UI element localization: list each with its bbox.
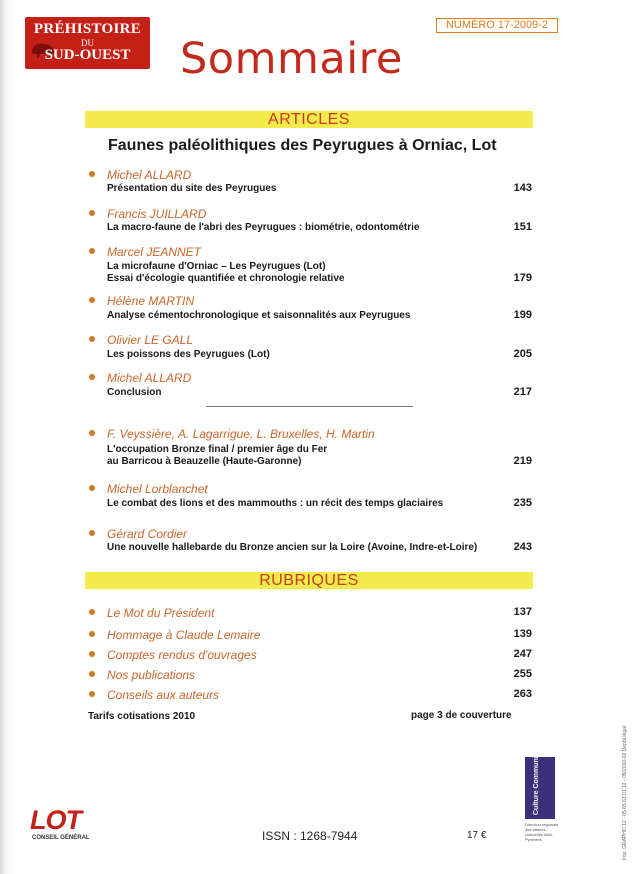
article-entry[interactable] xyxy=(86,294,532,322)
rubrique-page: 137 xyxy=(513,606,532,618)
article-author: Olivier LE GALL xyxy=(107,333,194,347)
bullet-icon xyxy=(89,248,95,254)
article-title: Le combat des lions et des mammouths : un récit des temps glaciaires xyxy=(107,498,444,509)
article-entry[interactable] xyxy=(86,333,532,361)
article-entry[interactable] xyxy=(86,245,532,285)
bullet-icon xyxy=(89,609,95,615)
tarifs-page: page 3 de couverture xyxy=(411,710,512,721)
rubrique-label: Hommage à Claude Lemaire xyxy=(107,628,261,642)
logo-line-2: SUD-OUEST xyxy=(44,47,131,63)
bullet-icon xyxy=(89,430,95,436)
article-entry[interactable] xyxy=(86,168,532,196)
article-page: 205 xyxy=(513,348,532,360)
bullet-icon xyxy=(89,530,95,536)
rubrique-page: 139 xyxy=(513,628,532,640)
article-title: Conclusion xyxy=(107,387,162,398)
rubrique-item[interactable] xyxy=(86,628,532,642)
bullet-icon xyxy=(89,485,95,491)
bullet-icon xyxy=(89,374,95,380)
rubrique-label: Nos publications xyxy=(107,668,196,682)
culture-logo-text: Culture Communication xyxy=(533,735,540,815)
article-entry[interactable] xyxy=(86,371,532,399)
article-title: Analyse cémentochronologique et saisonnalités aux Peyrugues xyxy=(107,310,411,321)
article-page: 151 xyxy=(513,221,532,233)
article-title: Les poissons des Peyrugues (Lot) xyxy=(107,349,270,360)
journal-logo xyxy=(25,17,150,69)
article-author: Gérard Cordier xyxy=(107,527,188,541)
divider xyxy=(206,406,413,407)
lot-logo xyxy=(30,805,130,845)
article-entry[interactable] xyxy=(86,207,532,235)
rubrique-page: 247 xyxy=(513,648,532,660)
rubrique-label: Comptes rendus d'ouvrages xyxy=(107,648,257,662)
lot-logo-subtitle: CONSEIL GÉNÉRAL xyxy=(32,835,90,841)
printer-code: Imp. GRAPHO 12 - 05 65 63 01 12 - 09/2010-02 Dépôt légal xyxy=(622,726,628,860)
article-author: Hélène MARTIN xyxy=(107,294,195,308)
article-author: Michel ALLARD xyxy=(107,371,192,385)
article-entry[interactable] xyxy=(86,527,532,555)
bullet-icon xyxy=(89,651,95,657)
price: 17 € xyxy=(467,830,487,841)
rubriques-band: RUBRIQUES xyxy=(85,572,533,589)
bullet-icon xyxy=(89,297,95,303)
tarifs-label: Tarifs cotisations 2010 xyxy=(88,711,196,722)
issue-number: NUMÉRO 17-2009-2 xyxy=(436,18,558,33)
bullet-icon xyxy=(89,171,95,177)
article-title-line-2: au Barricou à Beauzelle (Haute-Garonne) xyxy=(107,456,302,467)
bullet-icon xyxy=(89,336,95,342)
article-page: 179 xyxy=(513,272,532,284)
article-page: 217 xyxy=(513,386,532,398)
page-title: Sommaire xyxy=(180,34,403,84)
bullet-icon xyxy=(89,671,95,677)
article-page: 199 xyxy=(513,309,532,321)
rubrique-label: Conseils aux auteurs xyxy=(107,688,220,702)
lot-logo-text: LOT xyxy=(30,805,81,835)
article-title: Présentation du site des Peyrugues xyxy=(107,183,277,194)
logo-du: DU xyxy=(81,38,94,48)
rubrique-item[interactable] xyxy=(86,606,532,620)
issn: ISSN : 1268-7944 xyxy=(262,829,358,843)
bullet-icon xyxy=(89,691,95,697)
articles-section-heading: Faunes paléolithiques des Peyrugues à Orniac, Lot xyxy=(108,137,497,154)
article-title: La microfaune d'Orniac – Les Peyrugues (Lot) xyxy=(107,261,326,272)
rubrique-item[interactable] xyxy=(86,688,532,702)
article-title: La macro-faune de l'abri des Peyrugues : biométrie, odontométrie xyxy=(107,222,420,233)
article-page: 235 xyxy=(513,497,532,509)
article-title: Une nouvelle hallebarde du Bronze ancien sur la Loire (Avoine, Indre-et-Loire) xyxy=(107,542,478,553)
rubrique-label: Le Mot du Président xyxy=(107,606,215,620)
culture-logo-subtitle: Direction régionale des affaires culturelles Midi-Pyrénées xyxy=(525,822,559,842)
article-author: Michel ALLARD xyxy=(107,168,192,182)
article-author: Michel Lorblanchet xyxy=(107,482,208,496)
article-author: F. Veyssière, A. Lagarrigue, L. Bruxelles, H. Martin xyxy=(107,427,375,441)
article-page: 143 xyxy=(513,182,532,194)
rubrique-item[interactable] xyxy=(86,668,532,682)
rubrique-page: 255 xyxy=(513,668,532,680)
article-author: Marcel JEANNET xyxy=(107,245,202,259)
article-entry[interactable] xyxy=(86,427,532,469)
article-page: 219 xyxy=(513,455,532,467)
bullet-icon xyxy=(89,210,95,216)
culture-logo xyxy=(525,735,555,819)
article-title-line-2: Essai d'écologie quantifiée et chronologie relative xyxy=(107,273,345,284)
article-author: Francis JUILLARD xyxy=(107,207,207,221)
rubrique-item[interactable] xyxy=(86,648,532,662)
articles-band: ARTICLES xyxy=(85,111,533,128)
article-entry[interactable] xyxy=(86,482,532,510)
bullet-icon xyxy=(89,631,95,637)
logo-line-1: PRÉHISTOIRE xyxy=(33,21,142,37)
article-title: L'occupation Bronze final / premier âge du Fer xyxy=(107,444,328,455)
rubrique-page: 263 xyxy=(513,688,532,700)
article-page: 243 xyxy=(513,541,532,553)
